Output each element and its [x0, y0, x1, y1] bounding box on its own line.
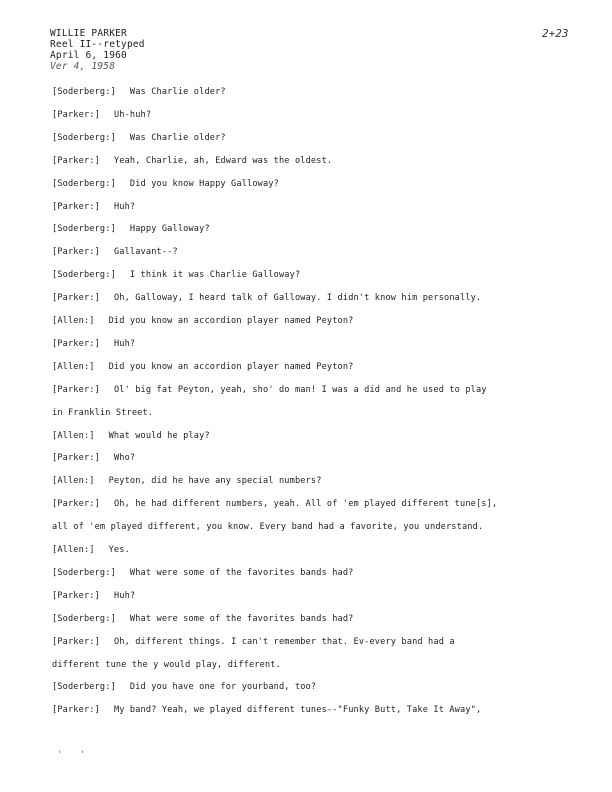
transcript-line [52, 156, 332, 166]
handwritten-date-note: Ver 4, 1958 [50, 61, 116, 72]
transcript-line [52, 545, 130, 555]
transcript-line [52, 270, 300, 280]
speaker-label: [ Parker :] [52, 385, 100, 395]
speaker-label: [ Allen :] [52, 476, 95, 486]
header-line-date: April 6, 1960 [50, 50, 127, 61]
line-text: What were some of the favorites bands had? [129, 613, 354, 624]
speaker-label: [ Parker :] [52, 110, 100, 120]
transcript-line [52, 660, 281, 670]
transcript-line [52, 224, 210, 234]
speaker-label: [ Parker :] [52, 339, 100, 349]
line-text: Huh? [113, 201, 136, 212]
transcript-line [52, 293, 481, 303]
speaker-label: [ Soderberg :] [52, 133, 116, 143]
line-text: Yeah, Charlie, ah, Edward was the oldest. [113, 155, 333, 166]
line-text: Uh-huh? [113, 109, 152, 120]
speaker-label: [ Parker :] [52, 453, 100, 463]
transcript-line [52, 202, 135, 212]
line-text: Was Charlie older? [129, 132, 226, 143]
line-text: My band? Yeah, we played different tunes--"Funky Butt, Take It Away", [113, 705, 482, 716]
speaker-label: [ Soderberg :] [52, 270, 116, 280]
transcript-line [52, 614, 354, 624]
transcript-line [52, 431, 210, 441]
line-text: all of 'em played different, you know. Every band had a favorite, you understand. [52, 522, 484, 533]
footer-mark: ' ' [57, 750, 92, 760]
transcript-line [52, 179, 279, 189]
speaker-label: [ Parker :] [52, 637, 100, 647]
line-text: Did you know an accordion player named Peyton? [108, 361, 354, 372]
line-text: Did you know Happy Galloway? [129, 178, 279, 189]
transcript-line [52, 87, 226, 97]
transcript-line [52, 247, 178, 257]
line-text: Huh? [113, 590, 136, 601]
speaker-label: [ Parker :] [52, 499, 100, 509]
transcript-line [52, 637, 455, 647]
transcript-line [52, 385, 487, 395]
transcript-line [52, 362, 354, 372]
page-number: 2+23 [542, 27, 569, 40]
speaker-label: [ Parker :] [52, 202, 100, 212]
transcript-line [52, 591, 135, 601]
speaker-label: [ Soderberg :] [52, 614, 116, 624]
transcript-line [52, 110, 151, 120]
transcript-line [52, 522, 483, 532]
transcript-line [52, 453, 135, 463]
speaker-label: [ Parker :] [52, 156, 100, 166]
transcript-line [52, 133, 226, 143]
line-text: different tune the y would play, different. [52, 659, 281, 670]
transcript-line [52, 339, 135, 349]
transcript-line [52, 316, 354, 326]
transcript-line [52, 499, 497, 509]
transcript-line [52, 705, 481, 715]
document-header [50, 28, 145, 72]
speaker-label: [ Parker :] [52, 247, 100, 257]
line-text: What were some of the favorites bands had? [129, 567, 354, 578]
line-text: Oh, he had different numbers, yeah. All of 'em played different tune[s], [113, 499, 498, 510]
line-text: What would he play? [108, 430, 210, 441]
transcript-line [52, 408, 153, 418]
speaker-label: [ Soderberg :] [52, 87, 116, 97]
transcript-line [52, 568, 354, 578]
line-text: in Franklin Street. [52, 407, 154, 418]
line-text: Did you have one for yourband, too? [129, 682, 317, 693]
line-text: Did you know an accordion player named Peyton? [108, 316, 354, 326]
speaker-label: [ Allen :] [52, 362, 95, 372]
speaker-label: [ Soderberg :] [52, 179, 116, 189]
line-text: Yes. [108, 545, 130, 555]
speaker-label: [ Soderberg :] [52, 682, 116, 692]
line-text: Who? [113, 453, 136, 464]
speaker-label: [ Allen :] [52, 545, 95, 555]
line-text: I think it was Charlie Galloway? [129, 270, 301, 281]
speaker-label: [ Parker :] [52, 591, 100, 601]
transcript-line [52, 476, 322, 486]
speaker-label: [ Parker :] [52, 293, 100, 303]
line-text: Oh, different things. I can't remember that. Ev-every band had a [113, 636, 455, 647]
line-text: Happy Galloway? [129, 224, 210, 235]
line-text: Oh, Galloway, I heard talk of Galloway. I didn't know him personally. [113, 293, 482, 304]
header-line-reel: Reel II--retyped [50, 39, 145, 50]
transcript-line [52, 682, 316, 692]
header-line-name: WILLIE PARKER [50, 28, 127, 39]
speaker-label: [ Soderberg :] [52, 568, 116, 578]
line-text: Ol' big fat Peyton, yeah, sho' do man! I was a did and he used to play [113, 384, 487, 395]
speaker-label: [ Soderberg :] [52, 224, 116, 234]
line-text: Gallavant--? [113, 247, 178, 258]
line-text: Was Charlie older? [129, 87, 226, 97]
speaker-label: [ Allen :] [52, 431, 95, 441]
speaker-label: [ Parker :] [52, 705, 100, 715]
speaker-label: [ Allen :] [52, 316, 95, 326]
line-text: Peyton, did he have any special numbers? [108, 476, 322, 487]
line-text: Huh? [113, 338, 136, 349]
